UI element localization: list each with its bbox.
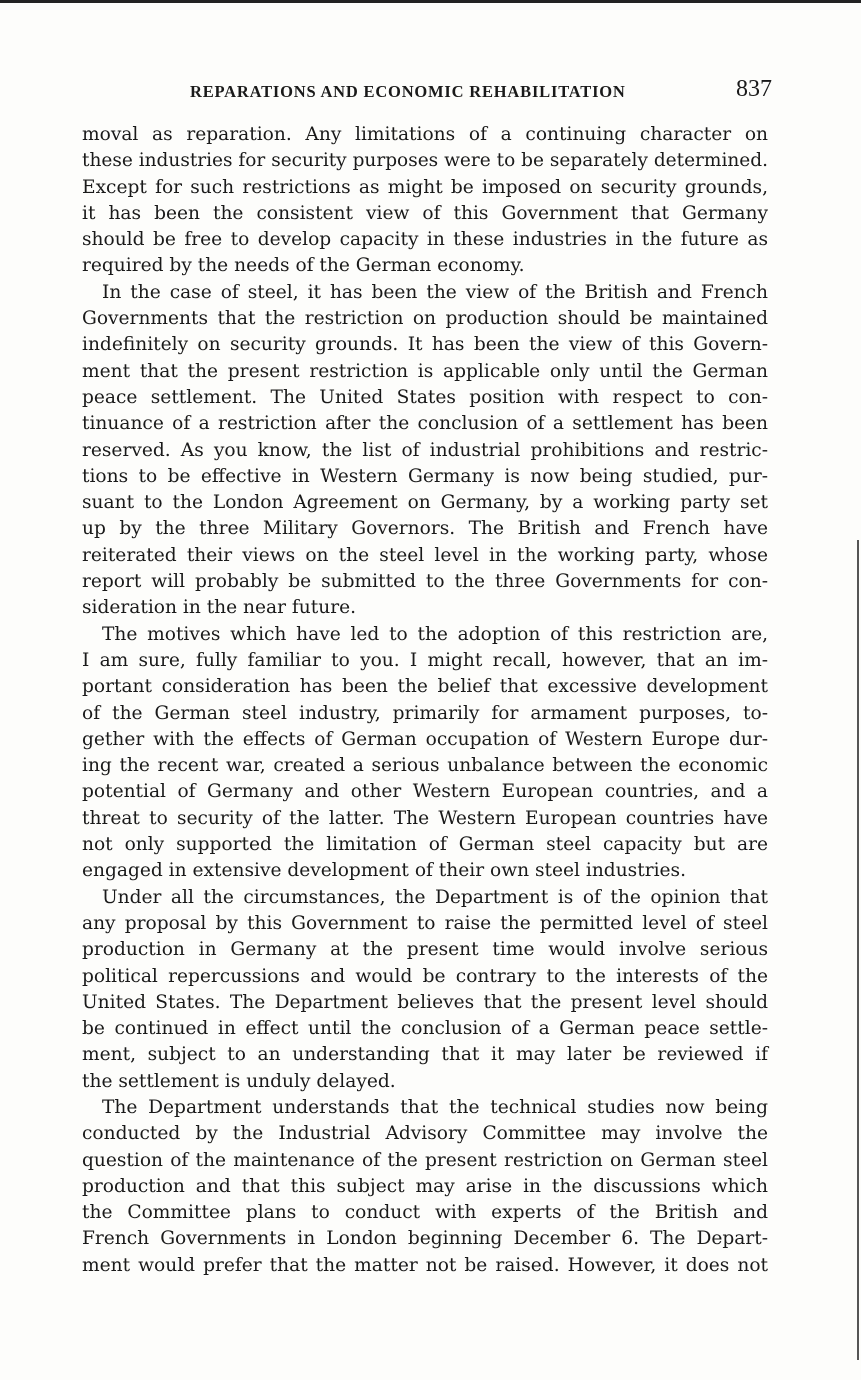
paragraph-1 bbox=[82, 122, 768, 280]
paragraph-2 bbox=[82, 280, 768, 622]
text-line: In the case of steel, it has been the view of the British and French bbox=[102, 281, 768, 303]
text-line: tinuance of a restriction after the conclusion of a settlement has been bbox=[82, 413, 768, 435]
text-line: the settlement is unduly delayed. bbox=[82, 1070, 396, 1092]
text-line: gether with the effects of German occupation of Western Europe dur- bbox=[82, 728, 768, 750]
running-head: REPARATIONS AND ECONOMIC REHABILITATION bbox=[190, 82, 626, 101]
paragraph-5 bbox=[82, 1095, 768, 1279]
text-line: indefinitely on security grounds. It has been the view of this Govern- bbox=[82, 334, 768, 356]
text-line: report will probably be submitted to the three Governments for con- bbox=[82, 571, 768, 593]
text-line: suant to the London Agreement on Germany, by a working party set bbox=[82, 492, 768, 514]
text-line: tions to be effective in Western Germany is now being studied, pur- bbox=[82, 465, 768, 487]
paragraph-4 bbox=[82, 885, 768, 1095]
text-line: of the German steel industry, primarily for armament purposes, to- bbox=[82, 702, 768, 724]
text-line: these industries for security purposes were to be separately determined. bbox=[82, 150, 768, 172]
text-line: Governments that the restriction on production should be maintained bbox=[82, 308, 768, 330]
text-line: sideration in the near future. bbox=[82, 597, 357, 619]
text-line: required by the needs of the German economy. bbox=[82, 255, 525, 277]
text-line: moval as reparation. Any limitations of a continuing character on bbox=[82, 124, 768, 145]
text-line: conducted by the Industrial Advisory Committee may involve the bbox=[82, 1123, 768, 1145]
text-line: threat to security of the latter. The Western European countries have bbox=[82, 807, 768, 829]
text-line: Under all the circumstances, the Department is of the opinion that bbox=[102, 886, 768, 908]
text-line: The motives which have led to the adoption of this restriction are, bbox=[102, 623, 768, 645]
text-line: reiterated their views on the steel level in the working party, whose bbox=[82, 544, 768, 566]
paragraph-3 bbox=[82, 622, 768, 885]
text-line: political repercussions and would be contrary to the interests of the bbox=[82, 965, 768, 987]
top-border-rule bbox=[0, 0, 861, 3]
text-line: be continued in effect until the conclusion of a German peace settle- bbox=[82, 1018, 768, 1040]
text-line: engaged in extensive development of their own steel industries. bbox=[82, 860, 686, 882]
text-line: production in Germany at the present time would involve serious bbox=[82, 939, 768, 961]
page-edge-shadow bbox=[857, 540, 859, 1360]
text-line: production and that this subject may arise in the discussions which bbox=[82, 1175, 768, 1197]
text-line: reserved. As you know, the list of industrial prohibitions and restric- bbox=[82, 439, 768, 461]
page-header bbox=[190, 76, 772, 106]
text-line: The Department understands that the technical studies now being bbox=[102, 1096, 768, 1118]
text-line: portant consideration has been the belief that excessive development bbox=[82, 676, 768, 698]
text-line: ment, subject to an understanding that it may later be reviewed if bbox=[82, 1044, 768, 1066]
text-line: it has been the consistent view of this Government that Germany bbox=[82, 202, 768, 224]
body-text bbox=[82, 122, 768, 1279]
text-line: ment that the present restriction is applicable only until the German bbox=[82, 360, 768, 382]
text-line: French Governments in London beginning December 6. The Depart- bbox=[82, 1228, 768, 1250]
text-line: question of the maintenance of the present restriction on German steel bbox=[82, 1149, 768, 1171]
text-line: Except for such restrictions as might be imposed on security grounds, bbox=[82, 176, 768, 198]
text-line: ing the recent war, created a serious unbalance between the economic bbox=[82, 755, 768, 777]
text-line: I am sure, fully familiar to you. I might recall, however, that an im- bbox=[82, 649, 768, 671]
text-line: United States. The Department believes that the present level should bbox=[82, 991, 768, 1013]
text-line: not only supported the limitation of German steel capacity but are bbox=[82, 834, 768, 856]
text-line: should be free to develop capacity in these industries in the future as bbox=[82, 229, 768, 251]
text-line: potential of Germany and other Western European countries, and a bbox=[82, 781, 768, 803]
text-line: up by the three Military Governors. The British and French have bbox=[82, 518, 768, 540]
page-number: 837 bbox=[736, 76, 772, 102]
text-line: any proposal by this Government to raise the permitted level of steel bbox=[82, 912, 768, 934]
text-line: the Committee plans to conduct with experts of the British and bbox=[82, 1202, 768, 1224]
text-line: peace settlement. The United States position with respect to con- bbox=[82, 386, 768, 408]
text-line: ment would prefer that the matter not be raised. However, it does not bbox=[82, 1254, 768, 1276]
